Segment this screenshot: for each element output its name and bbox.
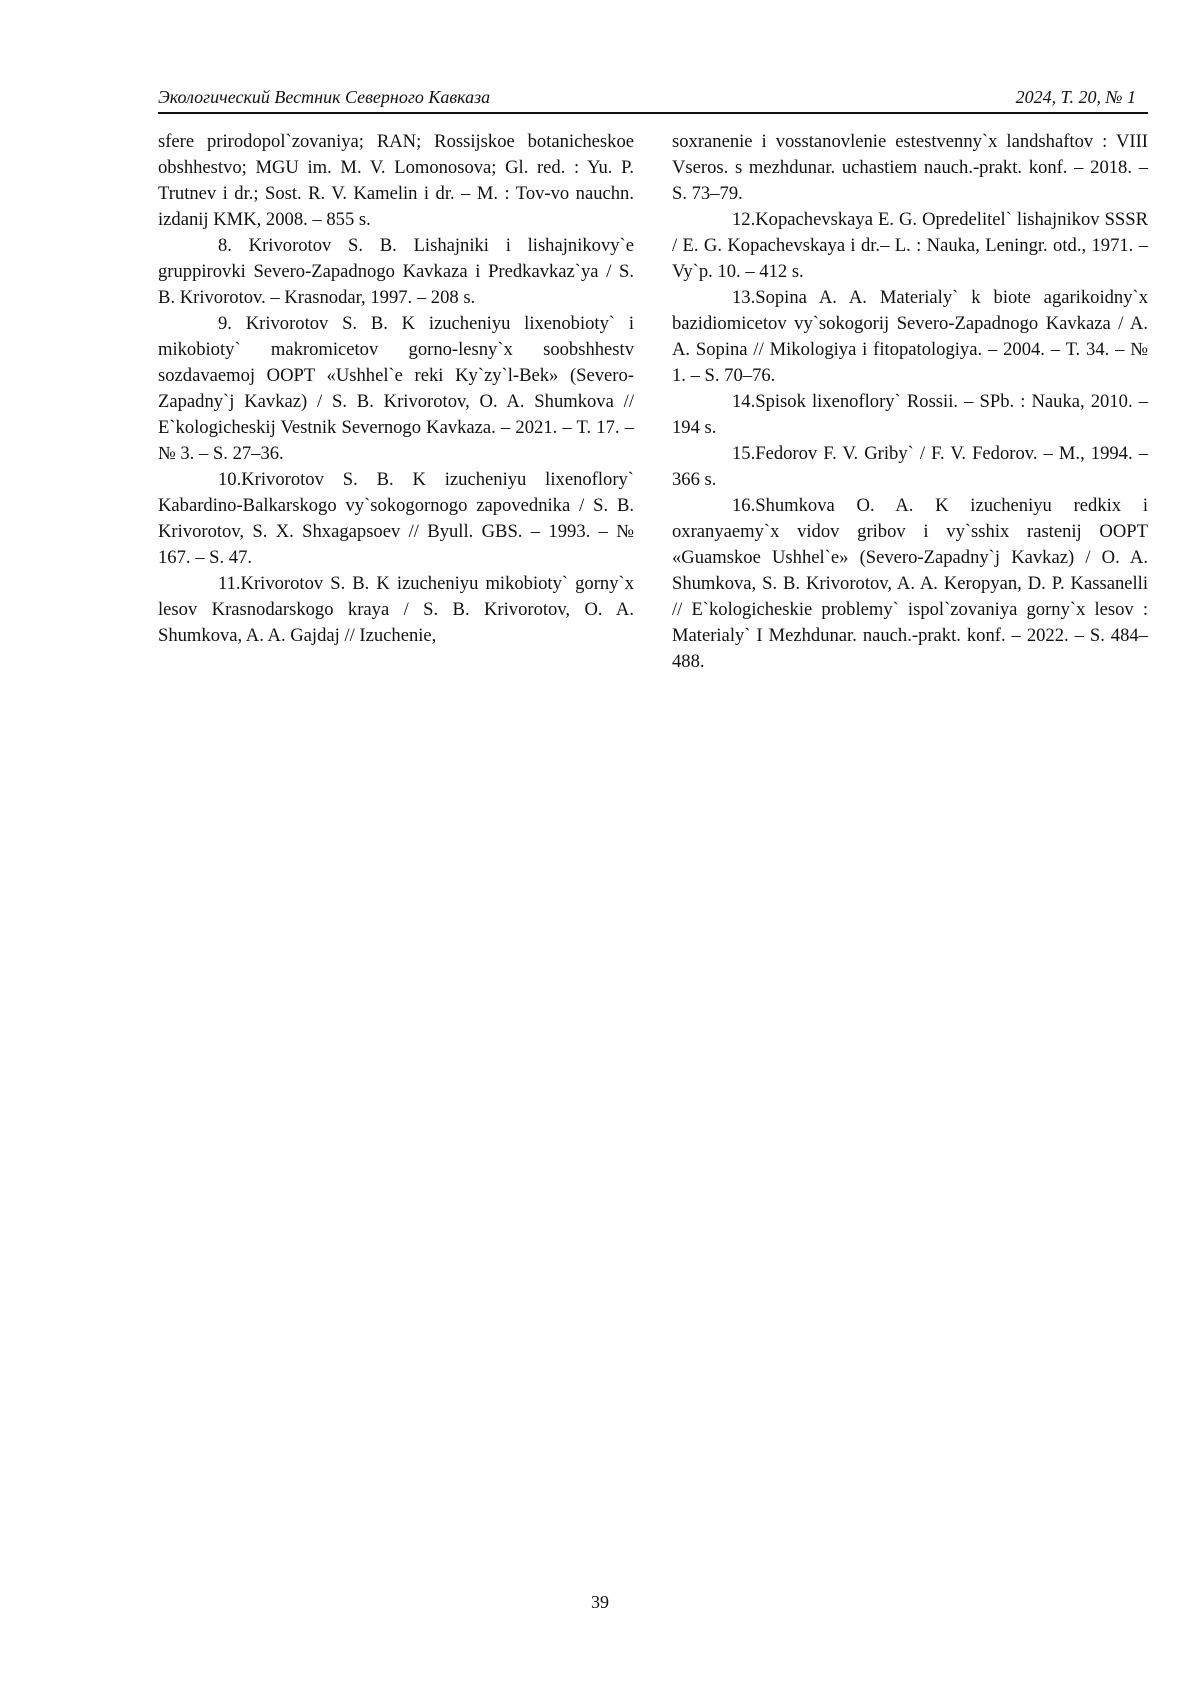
reference-item: 14.Spisok lixenoflory` Rossii. – SPb. : Nauka, 2010. – 194 s.: [672, 391, 1148, 438]
reference-item: 12.Kopachevskaya E. G. Opredelitel` lishajnikov SSSR / E. G. Kopachevskaya i dr.– L. : Nauka, Leningr. otd., 1971. – Vy`p. 10. – 412 s.: [672, 209, 1148, 282]
running-header: [158, 84, 1148, 114]
page-number: 39: [591, 1592, 609, 1612]
reference-item: 16.Shumkova O. A. K izucheniyu redkix i oxranyaemy`x vidov gribov i vy`sshix rastenij OOPT «Guamskoe Ushhel`e» (Severo-Zapadny`j Kavkaz) / O. A. Shumkova, S. B. Krivorotov, A. A. Keropyan, D. P. Kassanelli // E`kologicheskie problemy` ispol`zovaniya gorny`x lesov : Materialy` I Mezhdunar. nauch.-prakt. konf. – 2022. – S. 484–488.: [672, 495, 1148, 672]
reference-item: 13.Sopina A. A. Materialy` k biote agarikoidny`x bazidiomicetov vy`sokogorij Severo-Zapadnogo Kavkaza / A. A. Sopina // Mikologiya i fitopatologiya. – 2004. – T. 34. – № 1. – S. 70–76.: [672, 287, 1148, 386]
reference-item: 8. Krivorotov S. B. Lishajniki i lishajnikovy`e gruppirovki Severo-Zapadnogo Kavkaza i Predkavkaz`ya / S. B. Krivorotov. – Krasnodar, 1997. – 208 s.: [158, 235, 634, 308]
reference-item: 10.Krivorotov S. B. K izucheniyu lixenoflory` Kabardino-Balkarskogo vy`sokogornogo zapovednika / S. B. Krivorotov, S. X. Shxagapsoev // Byull. GBS. – 1993. – № 167. – S. 47.: [158, 469, 634, 568]
reference-column-left: [158, 129, 634, 649]
reference-item: 9. Krivorotov S. B. K izucheniyu lixenobioty` i mikobioty` makromicetov gorno-lesny`x soobshhestv sozdavaemoj OOPT «Ushhel`e reki Ky`zy`l-Bek» (Severo-Zapadny`j Kavkaz) / S. B. Krivorotov, O. A. Shumkova // E`kologicheskij Vestnik Severnogo Kavkaza. – 2021. – T. 17. – № 3. – S. 27–36.: [158, 313, 634, 464]
journal-title: Экологический Вестник Северного Кавказа: [158, 87, 491, 107]
reference-item: soxranenie i vosstanovlenie estestvenny`x landshaftov : VIII Vseros. s mezhdunar. uchastiem nauch.-prakt. konf. – 2018. – S. 73–79.: [672, 131, 1148, 204]
reference-item: 15.Fedorov F. V. Griby` / F. V. Fedorov. – M., 1994. – 366 s.: [672, 443, 1148, 490]
reference-item: sfere prirodopol`zovaniya; RAN; Rossijskoe botanicheskoe obshhestvo; MGU im. M. V. Lomonosova; Gl. red. : Yu. P. Trutnev i dr.; Sost. R. V. Kamelin i dr. – M. : Tov-vo nauchn. izdanij KMK, 2008. – 855 s.: [158, 131, 634, 230]
issue-info: 2024, Т. 20, № 1: [1015, 87, 1136, 107]
reference-column-right: [672, 129, 1148, 675]
reference-item: 11.Krivorotov S. B. K izucheniyu mikobioty` gorny`x lesov Krasnodarskogo kraya / S. B. Krivorotov, O. A. Shumkova, A. A. Gajdaj // Izuchenie,: [158, 573, 634, 646]
